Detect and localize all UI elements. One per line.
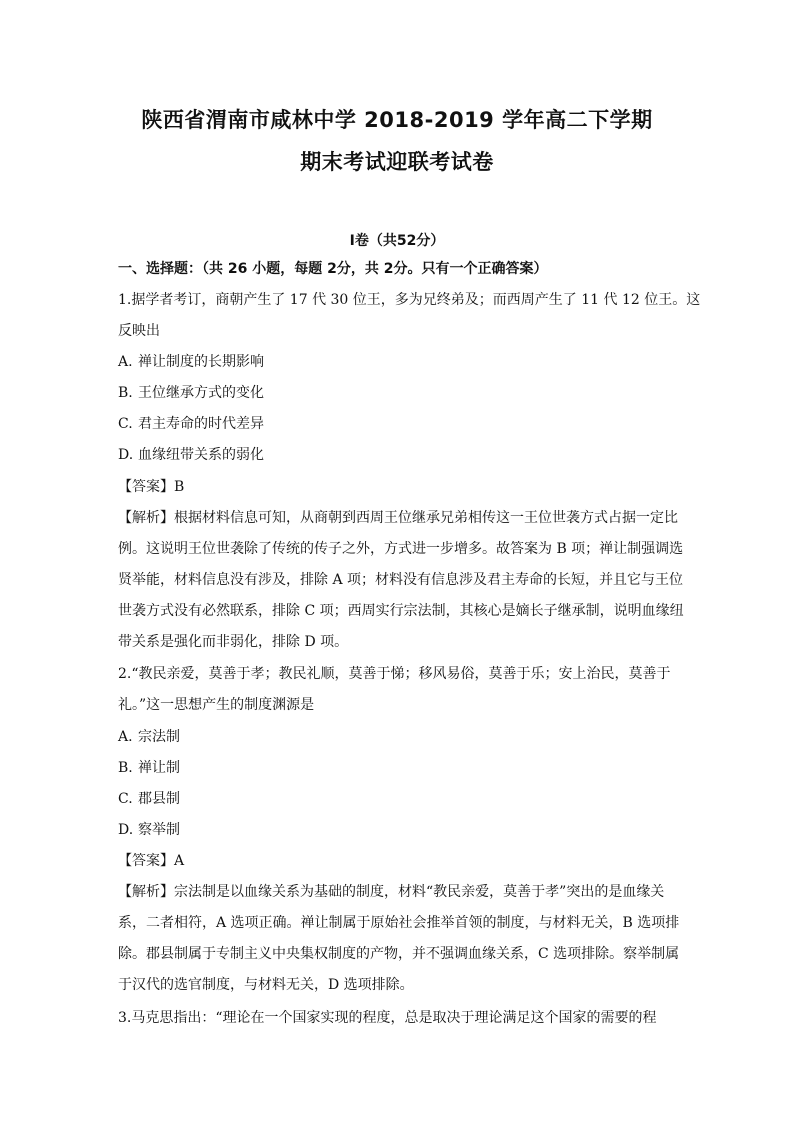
option-text: 宗法制	[138, 729, 180, 745]
option-letter: A.	[118, 729, 133, 745]
question-2-stem-line-2: 礼。”这一思想产生的制度渊源是	[118, 697, 315, 713]
question-1-analysis-line-3: 贤举能，材料信息没有涉及，排除 A 项；材料没有信息涉及君主寿命的长短，并且它与王位	[118, 572, 684, 588]
analysis-label: 【解析】	[118, 884, 174, 900]
option-text: 禅让制度的长期影响	[138, 354, 264, 370]
question-3-stem-line-1: 3.马克思指出：“理论在一个国家实现的程度，总是取决于理论满足这个国家的需要的程	[118, 1010, 657, 1026]
question-2-option-b	[118, 758, 678, 778]
question-1-answer	[118, 477, 678, 497]
option-letter: A.	[118, 354, 133, 370]
question-2-analysis-line-2: 系，二者相符，A 选项正确。禅让制属于原始社会推举首领的制度，与材料无关，B 选项排	[118, 915, 680, 931]
option-letter: B.	[118, 760, 133, 776]
option-letter: B.	[118, 385, 133, 401]
question-2-option-d	[118, 820, 678, 840]
question-2-analysis-line-1	[118, 882, 678, 902]
answer-value: A	[174, 853, 185, 869]
analysis-text: 根据材料信息可知，从商朝到西周王位继承兄弟相传这一王位世袭方式占据一定比	[174, 510, 678, 526]
question-1-option-d	[118, 445, 678, 465]
answer-label: 【答案】	[118, 479, 174, 495]
question-2-analysis-line-4: 于汉代的选官制度，与材料无关，D 选项排除。	[118, 977, 414, 993]
option-text: 察举制	[138, 822, 180, 838]
question-2-option-a	[118, 727, 678, 747]
analysis-label: 【解析】	[118, 510, 174, 526]
option-letter: D.	[118, 822, 134, 838]
answer-label: 【答案】	[118, 853, 174, 869]
question-2-answer	[118, 851, 678, 871]
document-title-line-2: 期末考试迎联考试卷	[300, 150, 494, 174]
option-letter: D.	[118, 447, 134, 463]
question-1-analysis-line-4: 世袭方式没有必然联系，排除 C 项；西周实行宗法制，其核心是嫡长子继承制，说明血缘纽	[118, 603, 684, 619]
option-letter: C.	[118, 791, 133, 807]
section-heading: 一、选择题：（共 26 小题，每题 2分，共 2分。只有一个正确答案）	[118, 261, 548, 277]
analysis-text: 宗法制是以血缘关系为基础的制度，材料“教民亲爱，莫善于孝”突出的是血缘关	[174, 884, 665, 900]
option-text: 血缘纽带关系的弱化	[138, 447, 264, 463]
option-text: 禅让制	[138, 760, 180, 776]
option-text: 君主寿命的时代差异	[138, 416, 264, 432]
question-1-analysis-line-2: 例。这说明王位世袭除了传统的传子之外，方式进一步增多。故答案为 B 项；禅让制强调选	[118, 541, 684, 557]
question-1-analysis-line-5: 带关系是强化而非弱化，排除 D 项。	[118, 634, 349, 650]
question-1-stem-line-2: 反映出	[118, 323, 160, 339]
question-2-analysis-line-3: 除。郡县制属于专制主义中央集权制度的产物，并不强调血缘关系，C 选项排除。察举制属	[118, 946, 680, 962]
question-1-option-c	[118, 414, 678, 434]
question-1-option-b	[118, 383, 678, 403]
question-2-option-c	[118, 789, 678, 809]
answer-value: B	[174, 479, 185, 495]
question-1-option-a	[118, 352, 678, 372]
part-heading: Ⅰ卷（共52分）	[349, 233, 445, 249]
option-letter: C.	[118, 416, 133, 432]
question-1-analysis-line-1	[118, 508, 678, 528]
question-2-stem-line-1: 2.“教民亲爱，莫善于孝；教民礼顺，莫善于悌；移风易俗，莫善于乐；安上治民，莫善于	[118, 666, 671, 682]
option-text: 王位继承方式的变化	[138, 385, 264, 401]
question-1-stem-line-1: 1.据学者考订，商朝产生了 17 代 30 位王，多为兄终弟及；而西周产生了 11 代 12 位王。这	[118, 292, 701, 308]
option-text: 郡县制	[138, 791, 180, 807]
document-title-line-1: 陕西省渭南市咸林中学 2018-2019 学年高二下学期	[141, 108, 653, 132]
